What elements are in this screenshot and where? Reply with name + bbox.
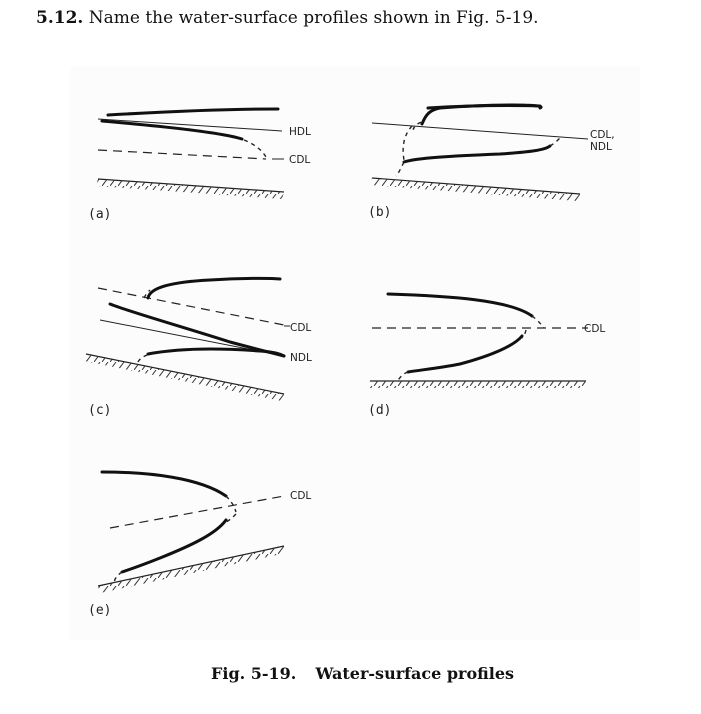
problem-text: Name the water-surface profiles shown in Fig. 5-19. [88, 8, 539, 28]
water-profile-lower [148, 349, 284, 356]
water-profile-upper [108, 109, 278, 115]
panel-a [88, 109, 311, 222]
figure-caption [211, 664, 514, 683]
panel-label-b: (b) [368, 205, 392, 220]
critical-normal-depth-line [372, 123, 588, 139]
panel-c [84, 278, 312, 418]
water-profile-upper [388, 294, 532, 316]
panel-d [368, 294, 605, 418]
panel-label-d: (d) [368, 403, 392, 418]
caption-label: Fig. 5-19. [211, 664, 297, 683]
line-label-cdl: CDL, [590, 129, 615, 141]
line-label-hdl: HDL [289, 126, 311, 138]
profile-jump-left [403, 126, 412, 160]
profile-jump [226, 514, 236, 522]
line-label-cdl: CDL [289, 154, 311, 166]
water-profile-lower [408, 336, 522, 372]
panel-label-c: (c) [88, 403, 112, 418]
profile-dashed-start [398, 372, 408, 380]
problem-statement [36, 8, 539, 28]
critical-depth-line [98, 150, 266, 159]
critical-depth-line [98, 288, 284, 325]
profile-dashed-end [532, 316, 544, 328]
bed-hatching [96, 179, 284, 199]
profile-dashed-start [396, 162, 404, 176]
water-profile-upper [102, 472, 226, 496]
panel-b [368, 105, 615, 220]
line-label-cdl: CDL [290, 490, 312, 502]
panel-label-a: (a) [88, 207, 112, 222]
bed-hatching [370, 178, 580, 201]
bed-hatching [368, 381, 586, 388]
line-label-ndl: NDL [290, 352, 312, 364]
critical-depth-line [110, 496, 284, 528]
profile-dashed-end [244, 140, 266, 157]
profile-dashed-end [226, 496, 236, 512]
problem-number: 5.12. [36, 8, 84, 28]
line-label-ndl: NDL [590, 141, 612, 153]
water-profile-upper [148, 278, 280, 298]
bed-hatching [84, 354, 284, 401]
water-profile-lower [404, 146, 550, 162]
water-surface-profiles-diagram [70, 66, 640, 640]
profile-jump-top [413, 122, 422, 129]
line-label-cdl: CDL [290, 322, 312, 334]
profile-dashed-end [550, 138, 560, 146]
figure-5-19 [70, 66, 640, 640]
panel-label-e: (e) [88, 603, 112, 618]
caption-title: Water-surface profiles [315, 664, 515, 683]
water-profile-upper-crest [428, 106, 540, 109]
panel-e [88, 472, 311, 618]
line-label-cdl: CDL [584, 323, 606, 335]
